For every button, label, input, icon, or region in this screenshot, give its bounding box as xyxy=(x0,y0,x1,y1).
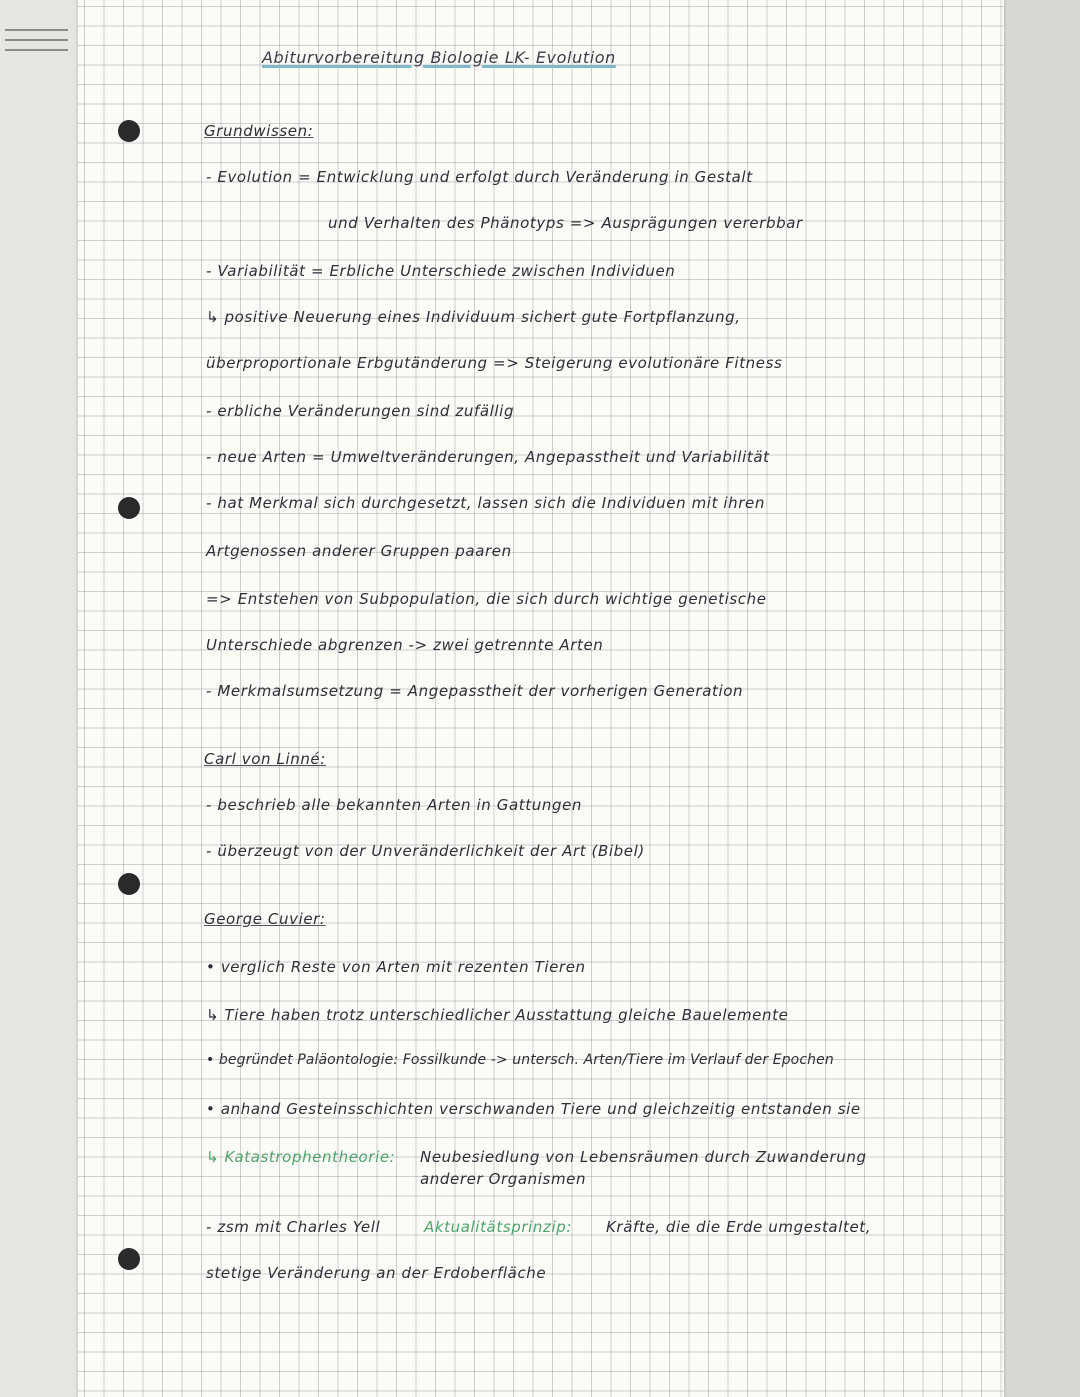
heading-grundwissen: Grundwissen: xyxy=(204,122,314,140)
heading-cuvier: George Cuvier: xyxy=(204,910,326,928)
note-line: - hat Merkmal sich durchgesetzt, lassen sich die Individuen mit ihren xyxy=(206,494,765,512)
punch-hole xyxy=(118,873,140,895)
note-line: Neubesiedlung von Lebensräumen durch Zuwanderung xyxy=(420,1148,867,1166)
note-line: ↳ positive Neuerung eines Individuum sichert gute Fortpflanzung, xyxy=(206,308,741,326)
note-line: Artgenossen anderer Gruppen paaren xyxy=(206,542,512,560)
note-line: => Entstehen von Subpopulation, die sich durch wichtige genetische xyxy=(206,590,767,608)
page-margin xyxy=(0,0,78,1397)
binder-clip-icon xyxy=(0,26,70,56)
note-line: - überzeugt von der Unveränderlichkeit der Art (Bibel) xyxy=(206,842,645,860)
heading-linne: Carl von Linné: xyxy=(204,750,326,768)
page-title: Abiturvorbereitung Biologie LK- Evolution xyxy=(262,48,616,67)
note-line: überproportionale Erbgutänderung => Steigerung evolutionäre Fitness xyxy=(206,354,783,372)
note-line: stetige Veränderung an der Erdoberfläche xyxy=(206,1264,547,1282)
note-line: ↳ Tiere haben trotz unterschiedlicher Ausstattung gleiche Bauelemente xyxy=(206,1006,789,1024)
punch-hole xyxy=(118,1248,140,1270)
note-line: - Variabilität = Erbliche Unterschiede zwischen Individuen xyxy=(206,262,676,280)
note-line: - neue Arten = Umweltveränderungen, Angepasstheit und Variabilität xyxy=(206,448,770,466)
note-line: - beschrieb alle bekannten Arten in Gattungen xyxy=(206,796,583,814)
punch-hole xyxy=(118,497,140,519)
katastrophentheorie-label: ↳ Katastrophentheorie: xyxy=(206,1148,396,1166)
note-line: und Verhalten des Phänotyps => Ausprägungen vererbbar xyxy=(328,214,803,232)
note-line: - erbliche Veränderungen sind zufällig xyxy=(206,402,515,420)
note-line: Kräfte, die die Erde umgestaltet, xyxy=(606,1218,872,1236)
note-line: anderer Organismen xyxy=(420,1170,587,1188)
note-line: • begründet Paläontologie: Fossilkunde -> untersch. Arten/Tiere im Verlauf der Epochen xyxy=(206,1052,834,1068)
note-line: Unterschiede abgrenzen -> zwei getrennte Arten xyxy=(206,636,604,654)
punch-hole xyxy=(118,120,140,142)
note-line: • verglich Reste von Arten mit rezenten Tieren xyxy=(206,958,586,976)
note-line: - Evolution = Entwicklung und erfolgt durch Veränderung in Gestalt xyxy=(206,168,753,186)
aktualitaetsprinzip-label: Aktualitätsprinzip: xyxy=(424,1218,573,1236)
note-line: • anhand Gesteinsschichten verschwanden Tiere und gleichzeitig entstanden sie xyxy=(206,1100,861,1118)
note-line: - zsm mit Charles Yell xyxy=(206,1218,381,1236)
note-line: - Merkmalsumsetzung = Angepasstheit der vorherigen Generation xyxy=(206,682,744,700)
